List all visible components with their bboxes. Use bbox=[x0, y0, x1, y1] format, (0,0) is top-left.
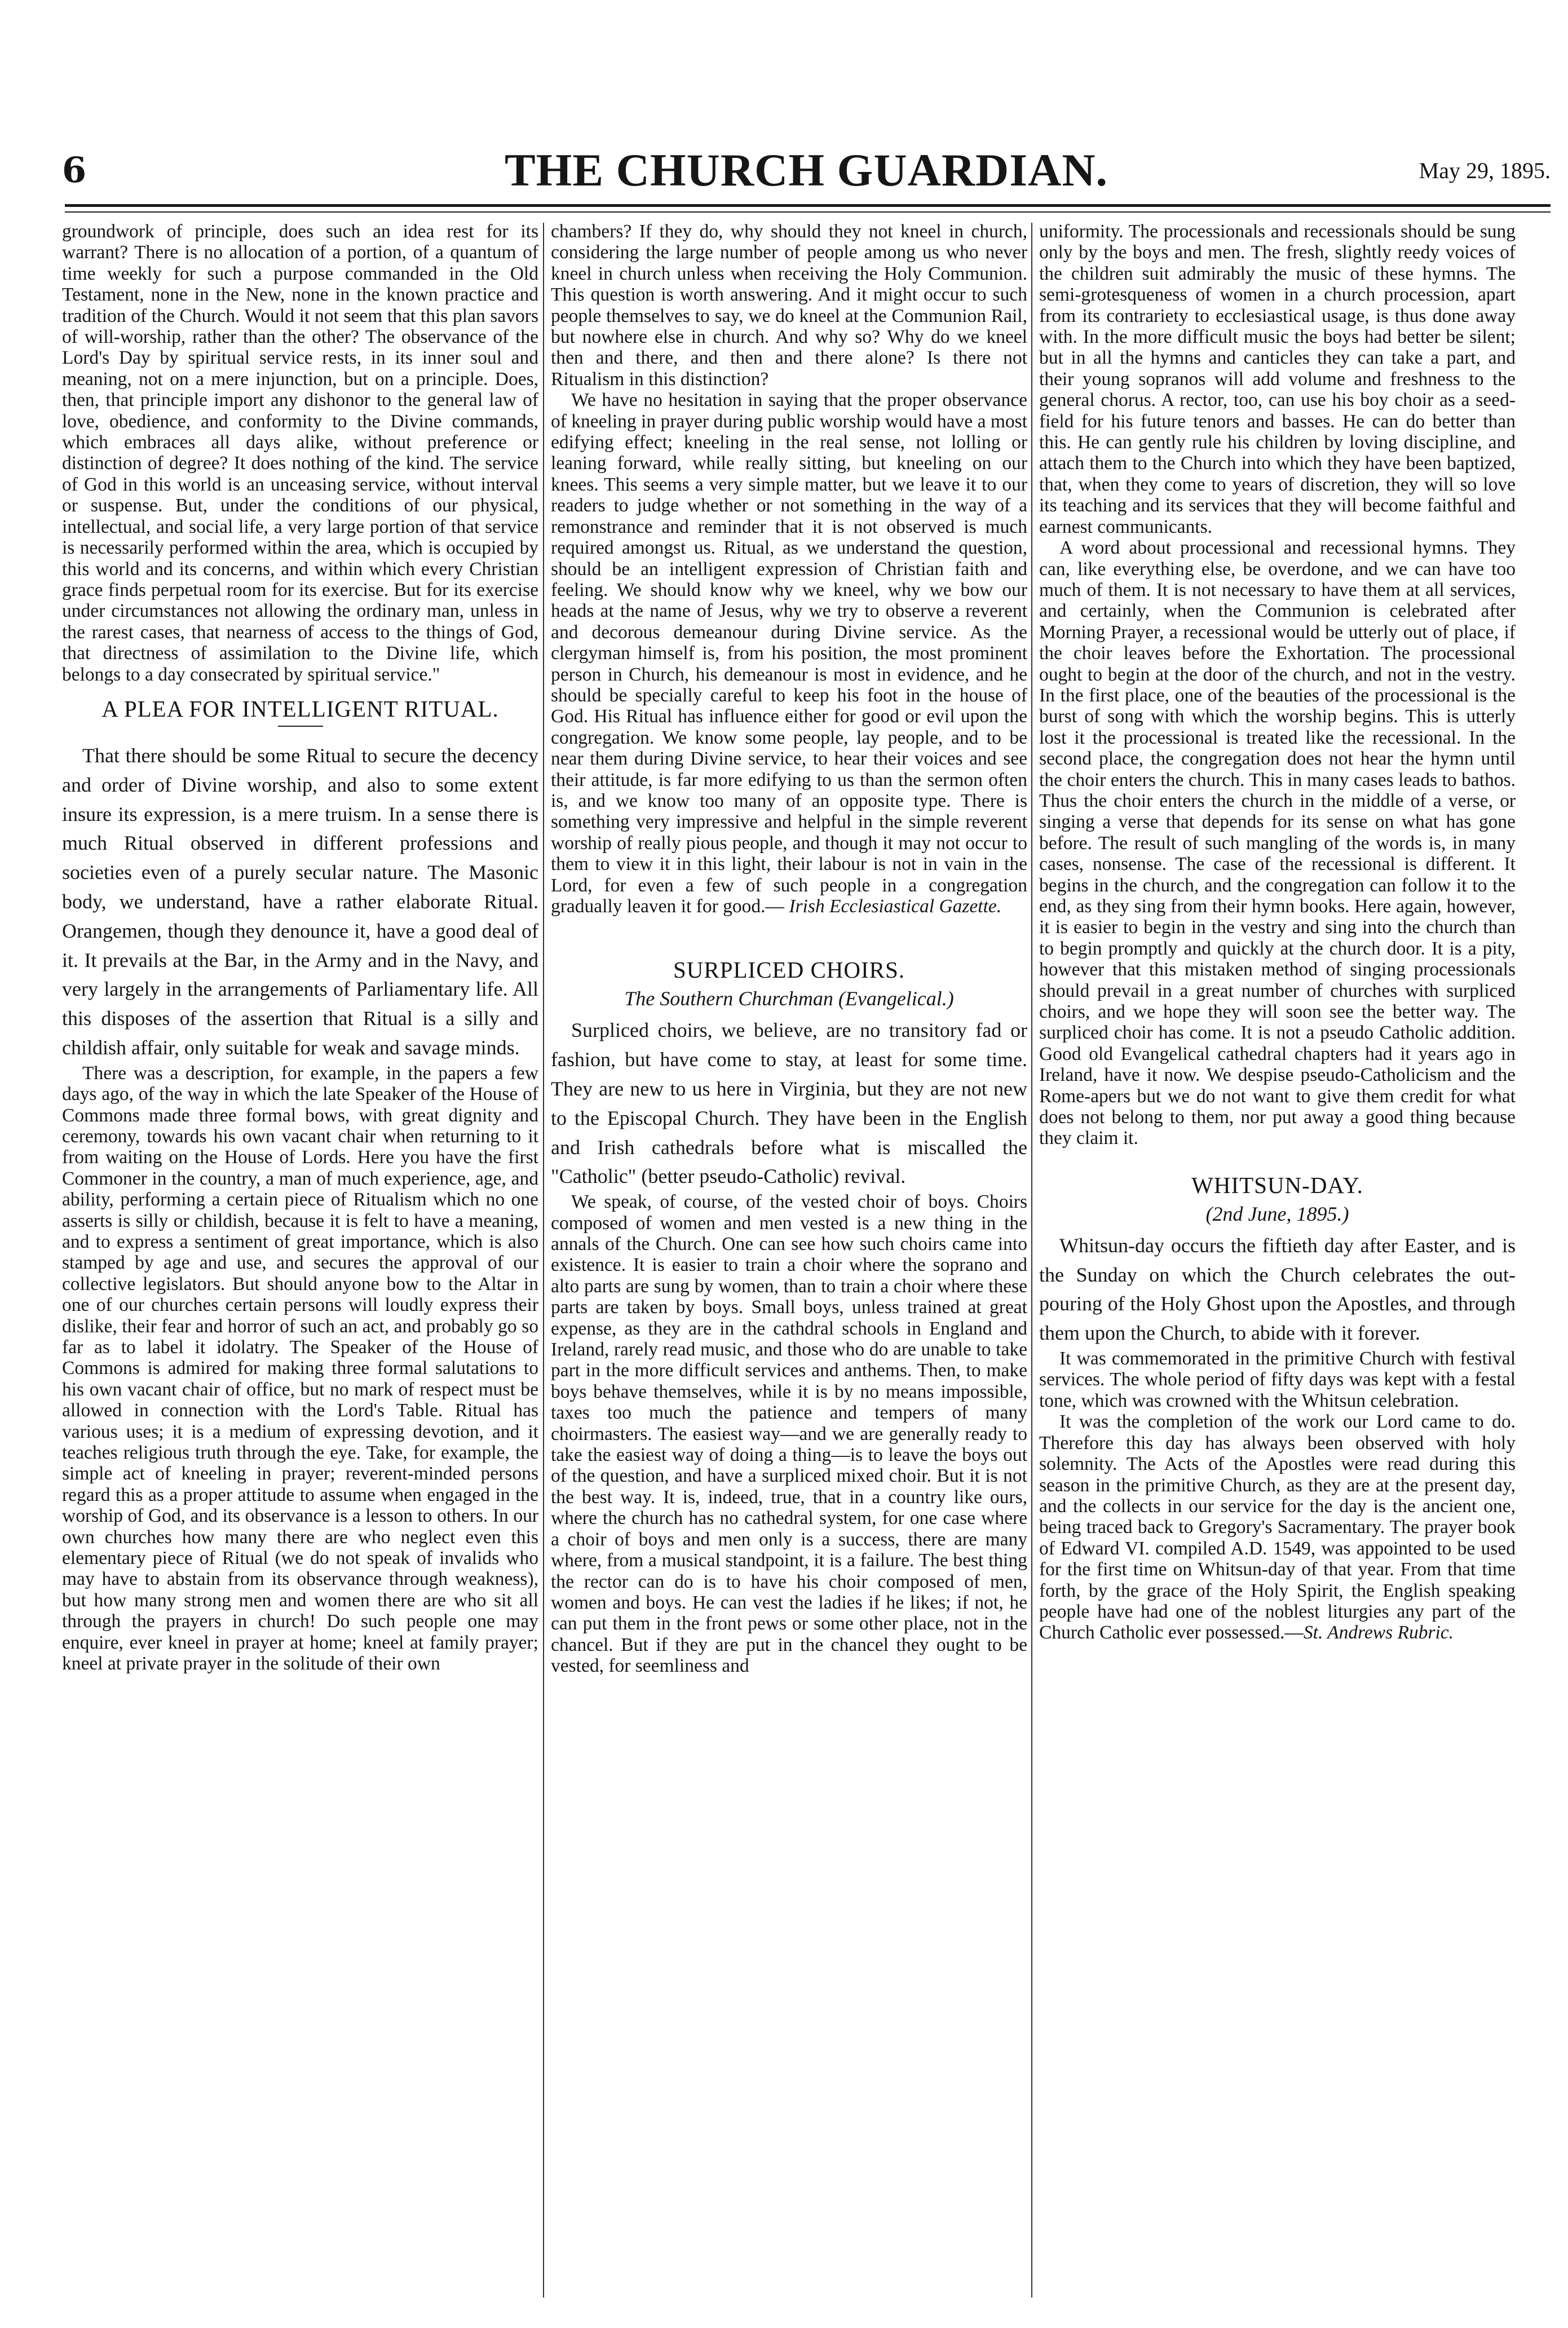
article-paragraph bbox=[1039, 1411, 1516, 1643]
header-rule-thin bbox=[65, 211, 1551, 213]
article-paragraph: It was commemorated in the primitive Church with festival services. The whole period of fifty days was kept with a festal tone, which was crowned with the Whitsun celebration. bbox=[1039, 1348, 1516, 1411]
article-paragraph: uniformity. The processionals and recessionals should be sung only by the boys and men. The fresh, slightly reedy voices of the children suit admirably the music of these hymns. The semi-grotesqueness of women in a church procession, apart from its contrariety to ecclesiastical usage, is thus done away with. In the more difficult music the boys had better be silent; but in all the hymns and canticles they can take a part, and their young sopranos will add volume and freshness to the general chorus. A rector, too, can use his boy choir as a seed-field for his future tenors and basses. He can do better than this. He can gently rule his children by loving discipline, and attach them to the Church into which they have been baptized, that, when they come to years of discretion, they will so love its teaching and its services that they will become faithful and earnest communicants. bbox=[1039, 221, 1516, 537]
masthead bbox=[62, 144, 1551, 200]
column-1 bbox=[62, 221, 538, 2302]
source-credit: St. Andrews Rubric. bbox=[1303, 1622, 1454, 1644]
column-2 bbox=[551, 221, 1027, 2302]
article-paragraph bbox=[551, 390, 1027, 917]
article-paragraph: groundwork of principle, does such an idea rest for its warrant? There is no allocation of a portion, of a quantum of time weekly for such a purpose commanded in the Old Testament, none in the New, none in the known practice and tradition of the Church. Would it not seem that this plan savors of will-worship, rather than the other? The observance of the Lord's Day by spiritual service rests, in its inner soul and meaning, not on a mere injunction, but on a principle. Does, then, that principle import any dishonor to the general law of love, obedience, and conformity to the Divine commands, which embraces all days alike, without preference or distinction of degree? It does nothing of the kind. The service of God in this world is an unceasing service, without interval or suspense. But, under the conditions of our physical, intellectual, and social life, a very large portion of that service is necessarily performed within the area, which is occupied by this world and its concerns, and within which every Christian grace finds perpetual room for its exercise. But for its exercise under circumstances not allowing the ordinary man, unless in the rarest cases, that nearness of access to the things of God, that directness of assimilation to the Divine life, which belongs to a day consecrated by spiritual service." bbox=[62, 221, 538, 685]
article-paragraph: chambers? If they do, why should they not kneel in church, considering the large number of people among us who never kneel in church unless when receiving the Holy Communion. This question is worth answering. And it might occur to such people themselves to say, we do kneel at the Communion Rail, but nowhere else in church. And why so? Why do we kneel then and there, and then and there alone? Is there not Ritualism in this distinction? bbox=[551, 221, 1027, 390]
article-paragraph: Whitsun-day occurs the fiftieth day after Easter, and is the Sunday on which the Church celebrates the out-pouring of the Holy Ghost upon the Apostles, and through them upon the Church, to abide with it forever. bbox=[1039, 1234, 1516, 1345]
newspaper-title: THE CHURCH GUARDIAN. bbox=[504, 144, 1108, 196]
header-rule-thick bbox=[65, 204, 1551, 207]
section-heading-ritual: A PLEA FOR INTELLIGENT RITUAL. bbox=[101, 695, 499, 722]
column-3 bbox=[1039, 221, 1516, 2302]
issue-date: May 29, 1895. bbox=[1419, 158, 1551, 183]
source-credit: Irish Ecclesiastical Gazette. bbox=[789, 896, 1002, 917]
column-divider bbox=[543, 223, 544, 2298]
paragraph-text: It was the completion of the work our Lord came to do. Therefore this day has always been observed with holy solemnity. The Acts of the Apostles were read during this season in the primitive Church, as they are at the present day, and the collects in our service for the day is the ancient one, being traced back to Gregory's Sacramentary. The prayer book of Edward VI. compiled A.D. 1549, was appointed to be used for the first time on Whitsun-day of that year. From that time forth, by the grace of the Holy Spirit, the English speaking people have had one of the noblest liturgies any part of the Church Catholic ever possessed.— bbox=[1039, 1411, 1516, 1644]
article-paragraph: There was a description, for example, in the papers a few days ago, of the way in which the late Speaker of the House of Commons made three formal bows, with great dignity and ceremony, towards his own vacant chair when returning to it from waiting on the House of Lords. Here you have the first Commoner in the country, a man of much experience, age, and ability, performing a certain piece of Ritualism which no one asserts is silly or childish, because it is felt to have a meaning, and to express a sentiment of great importance, which is also stamped by age and use, and secures the approval of our collective legislators. But should anyone bow to the Altar in one of our churches certain persons will loudly express their dislike, their fear and horror of such an act, and probably go so far as to label it idolatry. The Speaker of the House of Commons is admired for making three formal salutations to his own vacant chair of office, but no mark of respect must be allowed in connection with the Lord's Table. Ritual has various uses; it is a medium of expressing devotion, and it teaches religious truth through the eye. Take, for example, the simple act of kneeling in prayer; reverent-minded persons regard this as a proper attitude to assume when engaged in the worship of God, and its observance is a lesson to others. In our own churches how many there are who neglect even this elementary piece of Ritual (we do not speak of invalids who may have to abstain from its observance through weakness), but how many strong men and women there are who sit all through the prayers in church! Do such people one may enquire, ever kneel in prayer at home; kneel at family prayer; kneel at private prayer in the solitude of their own bbox=[62, 1062, 538, 1675]
heading-divider bbox=[278, 726, 323, 727]
article-paragraph: Surpliced choirs, we believe, are no transitory fad or fashion, but have come to stay, at least for some time. They are new to us here in Virginia, but they are not new to the Episcopal Church. They have been in the English and Irish cathedrals before what is miscalled the "Catholic" (better pseudo-Catholic) revival. bbox=[551, 1019, 1027, 1188]
paragraph-text: We have no hesitation in saying that the proper observance of kneeling in prayer during public worship would have a most edifying effect; kneeling in the real sense, not lolling or leaning forward, while really sitting, but kneeling on our knees. This seems a very simple matter, but we leave it to our readers to judge whether or not something in the way of a remonstrance and reminder that it is not observed is much required amongst us. Ritual, as we understand the question, should be an intelligent expression of Christian faith and feeling. We should know why we kneel, why we bow our heads at the name of Jesus, why we try to observe a reverent and decorous demeanour during Divine service. As the clergyman himself is, from his position, the most prominent person in Church, his demeanour is most in evidence, and he should be specially careful to keep his foot in the house of God. His Ritual has influence either for good or evil upon the congregation. We know some people, lay people, and to be near them during Divine service, to hear their voices and see their attitude, is far more edifying to us than the sermon often is, and we know too many of an opposite type. There is something very impressive and helpful in the simple reverent worship of really pious people, and though it may not occur to them to view it in this light, their labour is not in vain in the Lord, for even a few of such people in a congregation gradually leaven it for good.— bbox=[551, 390, 1027, 917]
article-byline: (2nd June, 1895.) bbox=[1205, 1202, 1349, 1225]
article-paragraph: We speak, of course, of the vested choir of boys. Choirs composed of women and men vested is a new thing in the annals of the Church. One can see how such choirs came into existence. It is easier to train a choir where the soprano and alto parts are sung by women, than to train a choir where these parts are taken by boys. Small boys, unless trained at great expense, as they are in the cathdral schools in England and Ireland, rarely read music, and those who do are unable to take part in the more difficult services and anthems. Then, to make boys behave themselves, while it is by no means impossible, taxes too much the patience and tempers of many choirmasters. The easiest way—and we are generally ready to take the easiest way of doing a thing—is to leave the boys out of the question, and have a surpliced mixed choir. But it is not the best way. It is, indeed, true, that in a country like ours, where the church has no cathedral system, for one case where a choir of boys and men only is a success, there are many where, from a musical standpoint, it is a failure. The best thing the rector can do is to have his choir composed of men, women and boys. He can vest the ladies if he likes; if not, he can put them in the front pews or some other place, not in the chancel. But if they are put in the chancel they ought to be vested, for seemliness and bbox=[551, 1191, 1027, 1677]
section-heading-choirs: SURPLICED CHOIRS. bbox=[673, 957, 906, 983]
page-number: 6 bbox=[62, 149, 87, 191]
article-byline: The Southern Churchman (Evangelical.) bbox=[624, 987, 954, 1010]
article-paragraph: A word about processional and recessional hymns. They can, like everything else, be overdone, and we can have too much of them. It is not necessary to have them at all services, and certainly, when the Communion is celebrated after Morning Prayer, a recessional would be utterly out of place, if the choir leaves before the Exhortation. The processional ought to begin at the door of the church, and not in the vestry. In the first place, one of the beauties of the processional is the burst of song with which the worship begins. This is utterly lost it the processional is treated like the recessional. In the second place, the congregation does not hear the hymn until the choir enters the church. This in many cases leads to bathos. Thus the choir enters the church in the middle of a verse, or singing a verse that depends for its sense on what has gone before. The result of such mangling of the words is, in many cases, nonsense. The case of the recessional is different. It begins in the church, and the congregation can follow it to the end, as they sing from their hymn books. Here again, however, it is easier to begin in the vestry and sing into the church than to begin promptly and quickly at the church door. It is a pity, however that this mistaken method of singing processionals should prevail in a great number of churches with surpliced choirs, and we hope they will soon see the better way. The surpliced choir has come. It is not a pseudo Catholic addition. Good old Evangelical cathedral chapters had it years ago in Ireland, have it now. We despise pseudo-Catholicism and the Rome-apers but we do not want to give them credit for what does not belong to them, nor put away a good thing because they claim it. bbox=[1039, 537, 1516, 1149]
article-paragraph: That there should be some Ritual to secure the decency and order of Divine worship, and also to some extent insure its expression, is a mere truism. In a sense there is much Ritual observed in different professions and societies even of a purely secular nature. The Masonic body, we understand, have a rather elaborate Ritual. Orangemen, though they denounce it, have a good deal of it. It prevails at the Bar, in the Army and in the Navy, and very largely in the arrangements of Parliamentary life. All this disposes of the assertion that Ritual is a silly and childish affair, only suitable for weak and savage minds. bbox=[62, 744, 538, 1059]
section-heading-whitsun: WHITSUN-DAY. bbox=[1191, 1172, 1363, 1198]
column-divider bbox=[1031, 223, 1032, 2298]
